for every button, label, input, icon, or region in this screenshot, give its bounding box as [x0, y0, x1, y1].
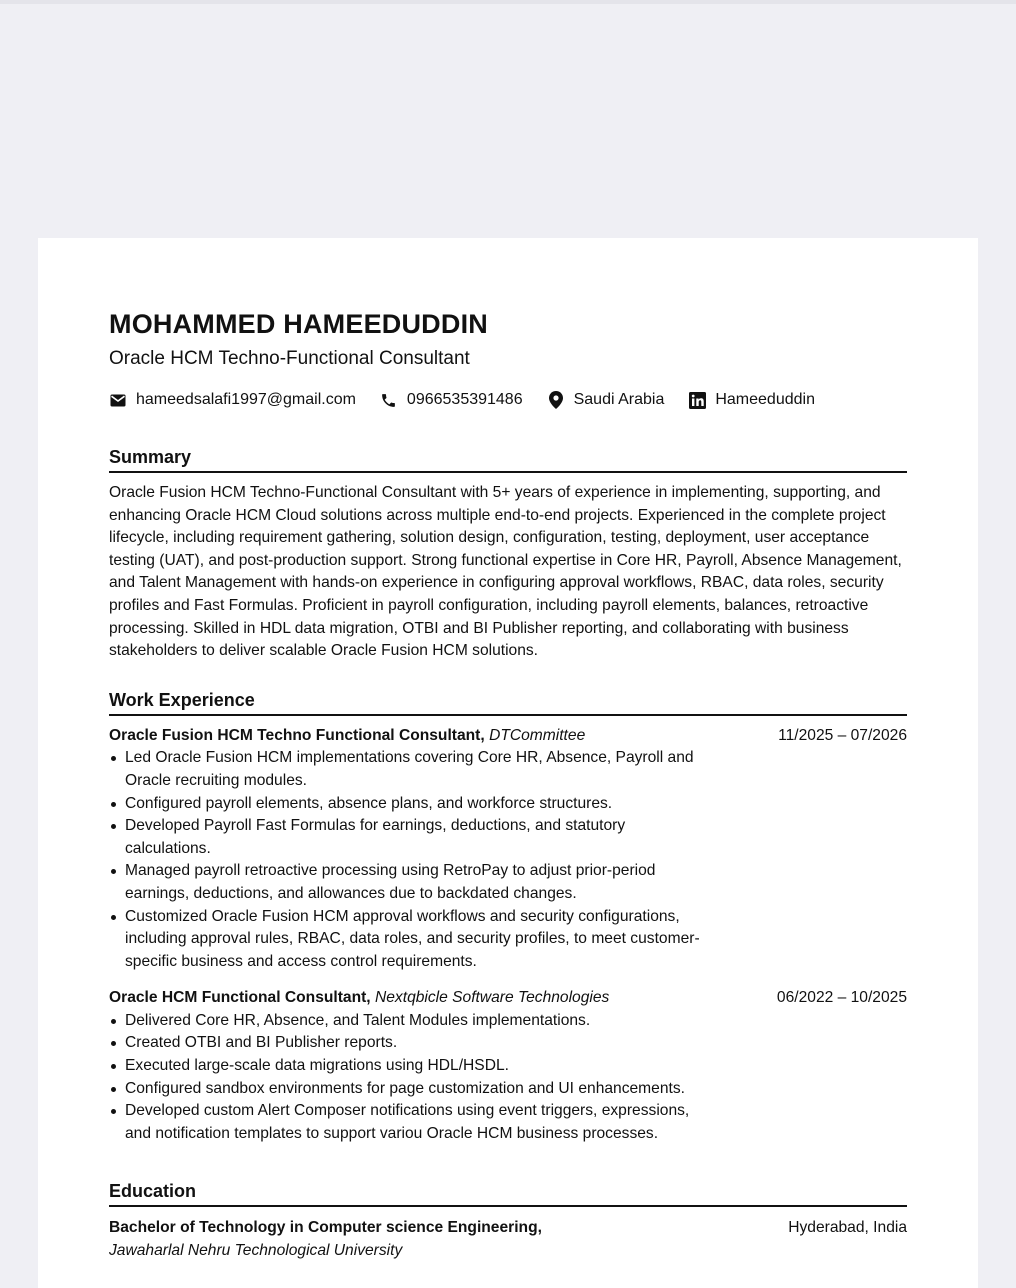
location-pin-icon	[547, 391, 565, 409]
list-item: Configured sandbox environments for page customization and UI enhancements.	[109, 1078, 715, 1101]
resume-content	[109, 306, 907, 1263]
list-item: Configured payroll elements, absence plans, and workforce structures.	[109, 793, 715, 816]
job-header	[109, 987, 907, 1010]
candidate-name: MOHAMMED HAMEEDUDDIN	[109, 309, 488, 339]
linkedin-icon	[688, 391, 706, 409]
experience-heading: Work Experience	[109, 688, 907, 716]
job-header	[109, 725, 907, 748]
education-degree: Bachelor of Technology in Computer science Engineering,	[109, 1219, 542, 1237]
list-item: Created OTBI and BI Publisher reports.	[109, 1032, 715, 1055]
education-heading: Education	[109, 1179, 907, 1207]
viewer-top-strip	[0, 0, 1016, 4]
summary-heading: Summary	[109, 445, 907, 473]
resume-page	[38, 238, 978, 1288]
education-location: Hyderabad, India	[788, 1219, 907, 1237]
candidate-role: Oracle HCM Techno-Functional Consultant	[109, 348, 470, 369]
education-entry	[109, 1217, 907, 1240]
contact-phone[interactable]	[380, 391, 523, 409]
list-item: Led Oracle Fusion HCM implementations covering Core HR, Absence, Payroll and Oracle recruiting modules.	[109, 747, 715, 792]
job-entry	[109, 725, 907, 974]
summary-section	[109, 445, 907, 663]
list-item: Developed custom Alert Composer notifications using event triggers, expressions, and notification templates to support variou Oracle HCM business processes.	[109, 1100, 715, 1145]
contact-bar	[109, 388, 907, 412]
job-title: Oracle Fusion HCM Techno Functional Consultant,	[109, 726, 485, 744]
job-title: Oracle HCM Functional Consultant,	[109, 989, 371, 1007]
list-item: Delivered Core HR, Absence, and Talent Modules implementations.	[109, 1010, 715, 1033]
experience-section	[109, 688, 907, 1146]
phone-icon	[380, 391, 398, 409]
contact-location-text: Saudi Arabia	[573, 391, 665, 408]
job-dates: 06/2022 – 10/2025	[776, 989, 907, 1007]
list-item: Executed large-scale data migrations using HDL/HSDL.	[109, 1055, 715, 1078]
job-company: Nextqbicle Software Technologies	[375, 989, 610, 1007]
contact-linkedin[interactable]	[688, 391, 815, 409]
job-bullets	[109, 747, 715, 973]
summary-text: Oracle Fusion HCM Techno-Functional Consultant with 5+ years of experience in implementing, supporting, and enhancing Oracle HCM Cloud solutions across multiple end-to-end projects. Experienced in the complete project lifecycle, including requirement gathering, solution design, configuration, testing, deployment, user acceptance testing (UAT), and post-production support. Strong functional expertise in Core HR, Payroll, Absence Management, and Talent Management with hands-on experience in configuring approval workflows, RBAC, data roles, security profiles and Fast Formulas. Proficient in payroll configuration, including payroll elements, balances, retroactive processing. Skilled in HDL data migration, OTBI and BI Publisher reporting, and collaborating with business stakeholders to deliver scalable Oracle Fusion HCM solutions.	[109, 484, 902, 660]
list-item: Customized Oracle Fusion HCM approval workflows and security configurations, including approval rules, RBAC, data roles, and security profiles, to meet customer-specific business and access control requirements.	[109, 906, 715, 974]
contact-phone-text: 0966535391486	[406, 391, 523, 408]
education-school: Jawaharlal Nehru Technological University	[109, 1242, 403, 1260]
envelope-icon	[109, 391, 127, 409]
job-dates: 11/2025 – 07/2026	[778, 726, 907, 744]
list-item: Managed payroll retroactive processing using RetroPay to adjust prior-period earnings, deductions, and allowances due to backdated changes.	[109, 860, 715, 905]
contact-email[interactable]	[109, 391, 356, 409]
job-bullets	[109, 1010, 715, 1146]
contact-linkedin-text: Hameeduddin	[715, 391, 815, 408]
education-section	[109, 1179, 907, 1262]
contact-location	[547, 391, 665, 409]
list-item: Developed Payroll Fast Formulas for earnings, deductions, and statutory calculations.	[109, 815, 715, 860]
contact-email-text: hameedsalafi1997@gmail.com	[136, 391, 356, 408]
job-entry	[109, 987, 907, 1145]
job-company: DTCommittee	[489, 726, 586, 744]
